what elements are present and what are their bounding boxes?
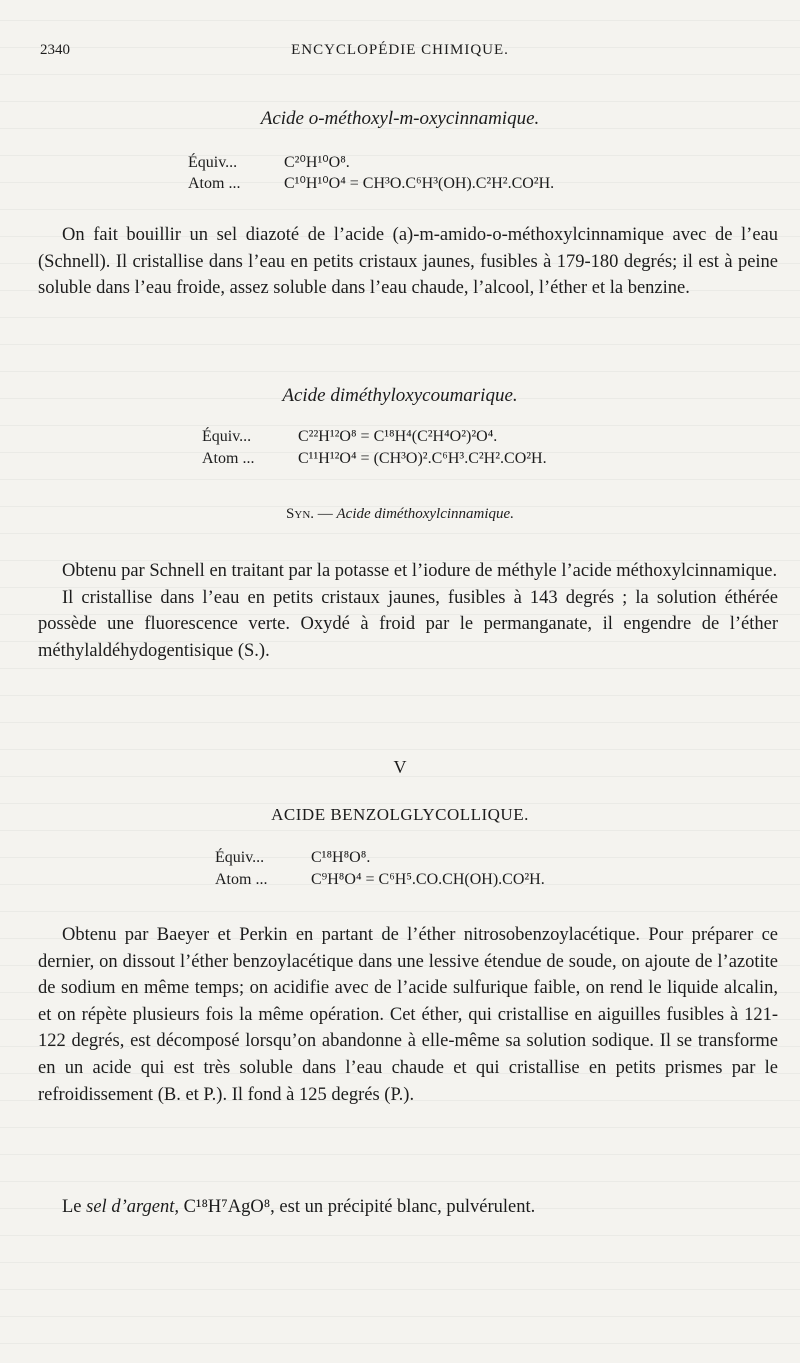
equiv-label: Équiv... (188, 154, 238, 171)
paragraph-text: On fait bouillir un sel diazoté de l’acide (a)-m-amido-o-méthoxylcinnamique avec de l’eau (Schnell). Il cristallise dans l’eau en petits cristaux jaunes, fusibles à 179-180 degrés; il est à peine soluble dans l’eau froide, assez soluble dans l’eau chaude, l’alcool, l’éther et la benzine. (38, 225, 778, 299)
paragraph-text: Il cristallise dans l’eau en petits cristaux jaunes, fusibles à 143 degrés ; la solution éthérée possède une fluorescence verte. Oxydé à froid par le permanganate, il engendre de l’éther méthylaldéhydogentisique (S.). (38, 587, 778, 661)
syn-dash: — (317, 506, 333, 522)
section2-paragraphs (38, 558, 778, 664)
syn-text: Acide diméthoxylcinnamique. (336, 506, 514, 522)
section3-atom-line (215, 871, 545, 889)
atom-formula: C¹¹H¹²O⁴ = (CH³O)².C⁶H³.C²H².CO²H. (298, 450, 547, 467)
section3-paragraph (38, 922, 778, 1108)
page-number: 2340 (40, 42, 70, 58)
atom-label: Atom ... (202, 450, 255, 467)
atom-formula: C⁹H⁸O⁴ = C⁶H⁵.CO.CH(OH).CO²H. (311, 871, 545, 888)
section1-equiv-line (188, 152, 350, 172)
section2-equiv-line (202, 428, 497, 446)
section-numeral: V (393, 757, 407, 777)
running-title: ENCYCLOPÉDIE CHIMIQUE. (291, 42, 509, 58)
text-prefix: Le (62, 1197, 82, 1217)
section1-title: Acide o-méthoxyl-m-oxycinnamique. (260, 108, 540, 129)
atom-label: Atom ... (188, 175, 241, 192)
equiv-formula: C¹⁸H⁸O⁸. (311, 849, 371, 866)
text-formula: C¹⁸H⁷AgO⁸, (183, 1197, 275, 1217)
equiv-formula: C²⁰H¹⁰O⁸. (284, 154, 350, 171)
section2-atom-line (202, 450, 547, 468)
paragraph-text: Obtenu par Baeyer et Perkin en partant de l’éther nitrosobenzoylacétique. Pour préparer ce dernier, on dissout l’éther benzoylacétique dans une lessive étendue de soude, on ajoute de l’azotite de sodium en même temps; on acidifie avec de l’acide sulfurique faible, on rend le liquide alcalin, et on répète plusieurs fois la même opération. Cet éther, qui cristallise en aiguilles fusibles à 121-122 degrés, est décomposé lorsqu’on abandonne à elle-même sa solution sodique. Il se transforme en un acide qui est très soluble dans l’eau chaude et qui cristallise en petits prismes par le refroidissement (B. et P.). Il fond à 125 degrés (P.). (38, 925, 778, 1105)
equiv-label: Équiv... (215, 849, 265, 866)
section1-atom-line (188, 173, 554, 193)
atom-formula: C¹⁰H¹⁰O⁴ = CH³O.C⁶H³(OH).C²H².CO²H. (284, 175, 555, 192)
syn-label: Syn. (286, 506, 315, 522)
equiv-label: Équiv... (202, 428, 252, 445)
text-suffix: est un précipité blanc, pulvérulent. (279, 1197, 536, 1217)
text-italic: sel d’argent, (86, 1197, 179, 1217)
synonym-line (0, 506, 800, 523)
page-header (0, 42, 800, 66)
silver-salt-paragraph (38, 1194, 778, 1221)
equiv-formula: C²²H¹²O⁸ = C¹⁸H⁴(C²H⁴O²)²O⁴. (298, 428, 498, 445)
atom-label: Atom ... (215, 871, 268, 888)
section3-title: ACIDE BENZOLGLYCOLLIQUE. (271, 805, 529, 824)
section2-title: Acide diméthyloxycoumarique. (282, 385, 518, 406)
section3-equiv-line (215, 849, 370, 867)
paragraph-text: Obtenu par Schnell en traitant par la potasse et l’iodure de méthyle l’acide méthoxylcinnamique. (62, 561, 778, 581)
section1-paragraph (38, 222, 778, 302)
